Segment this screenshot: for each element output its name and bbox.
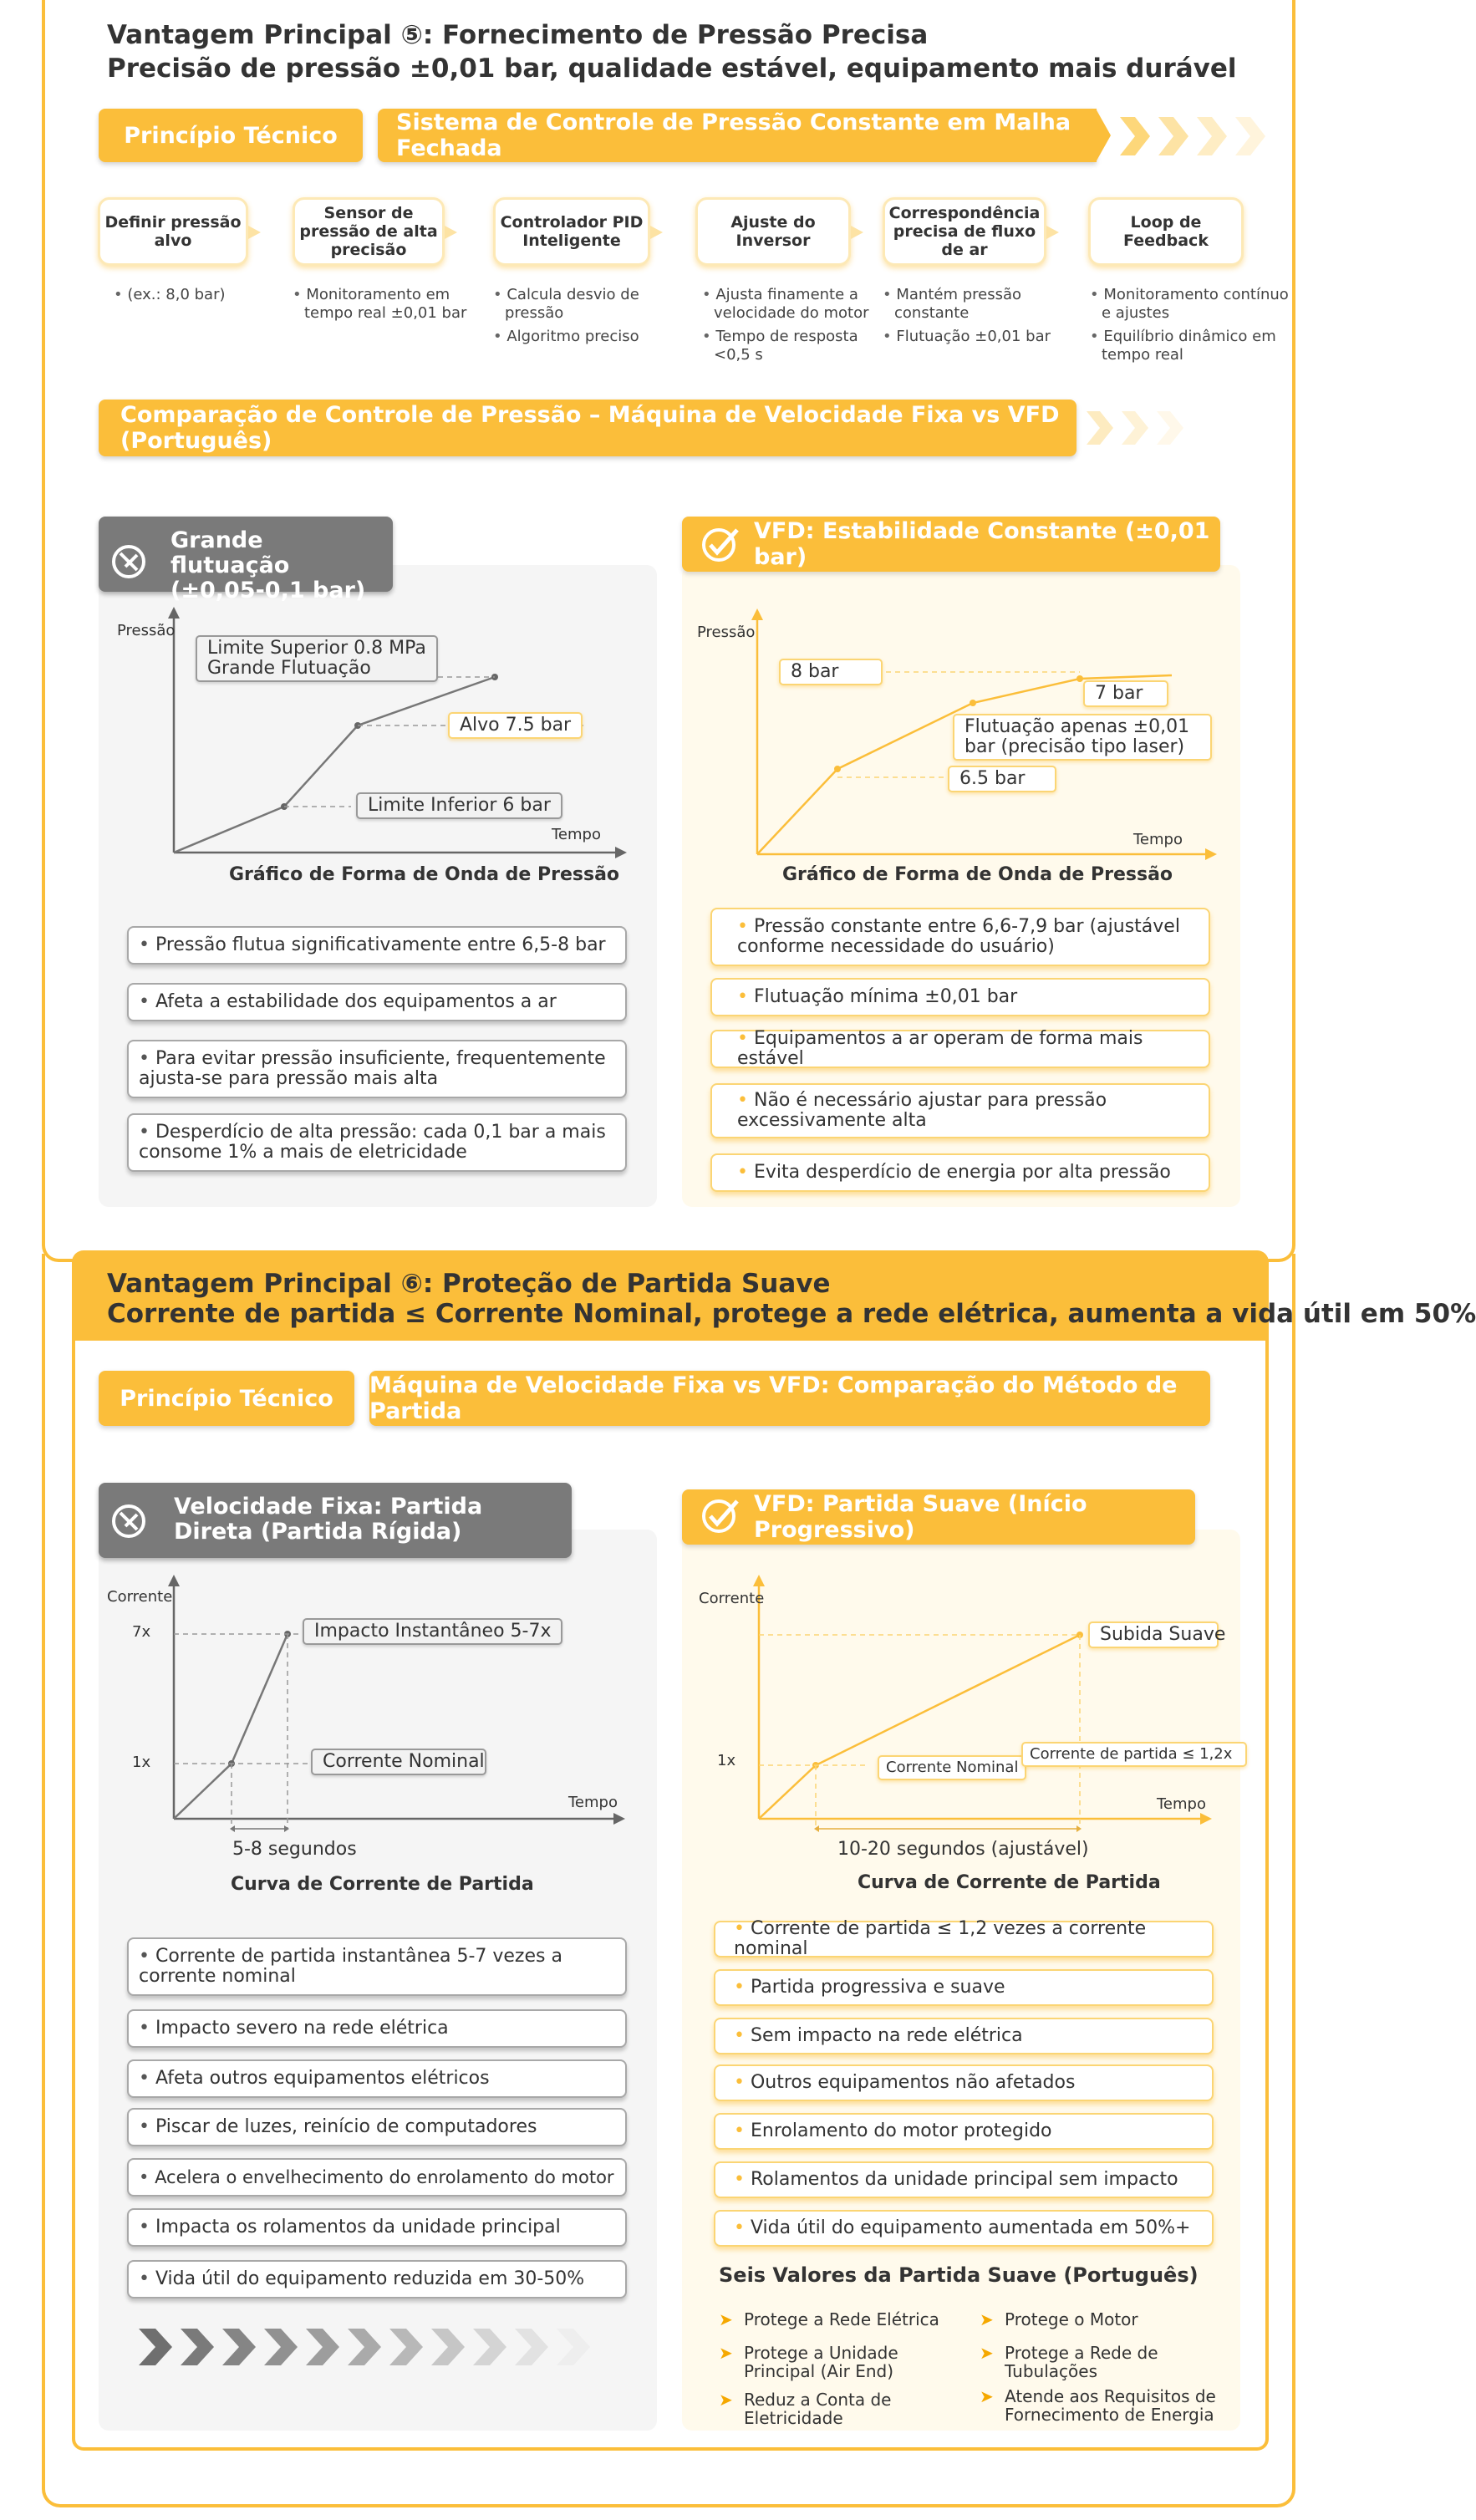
fixed-lower-limit-tag: Limite Inferior 6 bar: [356, 792, 562, 819]
vfd-point-4: • Não é necessário ajustar para pressão excessivamente alta: [710, 1083, 1210, 1138]
pressure-comparison-label: Comparação de Controle de Pressão – Máquina de Velocidade Fixa vs VFD (Português): [99, 400, 1076, 456]
flow-step-3-notes: • Calcula desvio de pressão • Algoritmo preciso: [493, 286, 660, 351]
fixed-pressure-y-axis: Pressão: [117, 622, 176, 639]
arrow-right-icon: ➤: [980, 2343, 994, 2363]
fixed-current-x-axis: Tempo: [568, 1794, 618, 1811]
value-item-1: ➤ Protege a Rede Elétrica: [719, 2309, 939, 2329]
fixed-current-y-axis: Corrente: [107, 1588, 173, 1606]
flow-step-3: Controlador PID Inteligente: [493, 197, 650, 266]
vfd-pressure-caption: Gráfico de Forma de Onda de Pressão: [782, 864, 1173, 885]
flow-step-6: Loop de Feedback: [1088, 197, 1244, 266]
vfd-start-point-1: • Corrente de partida ≤ 1,2 vezes a corrente nominal: [714, 1921, 1214, 1957]
fixed-point-1: • Pressão flutua significativamente entre 6,5-8 bar: [127, 926, 627, 965]
vfd-nominal-tag: Corrente Nominal: [878, 1755, 1026, 1780]
principle-label-2: Princípio Técnico: [99, 1371, 354, 1426]
arrow-right-icon: ➤: [719, 2390, 733, 2410]
fixed-start-point-5: • Acelera o envelhecimento do enrolamento do motor: [127, 2158, 627, 2197]
vfd-tick-1x: 1x: [717, 1752, 736, 1769]
flow-step-4: Ajuste do Inversor: [695, 197, 851, 266]
value-item-5: ➤ Reduz a Conta de Eletricidade: [719, 2390, 892, 2428]
flow-step-2: Sensor de pressão de alta precisão: [293, 197, 445, 266]
fixed-upper-limit-tag: Limite Superior 0.8 MPa Grande Flutuação: [196, 635, 438, 682]
fixed-point-2: • Afeta a estabilidade dos equipamentos a ar: [127, 983, 627, 1021]
fixed-tick-7x: 7x: [132, 1623, 151, 1641]
fixed-point-4: • Desperdício de alta pressão: cada 0,1 bar a mais consome 1% a mais de eletricidade: [127, 1113, 627, 1172]
value-item-6: ➤ Atende aos Requisitos de Fornecimento de Energia: [980, 2386, 1216, 2425]
vfd-8bar-tag: 8 bar: [779, 659, 883, 685]
vfd-start-point-7: • Vida útil do equipamento aumentada em 50%+: [714, 2210, 1214, 2247]
fixed-start-point-6: • Impacta os rolamentos da unidade principal: [127, 2208, 627, 2247]
flow-step-1: Definir pressão alvo: [98, 197, 248, 266]
fixed-current-caption: Curva de Corrente de Partida: [231, 1874, 534, 1895]
vfd-rise-tag: Subida Suave: [1088, 1621, 1219, 1648]
section2-title-line2: Corrente de partida ≤ Corrente Nominal, protege a rede elétrica, aumenta a vida útil em 50%: [107, 1299, 1476, 1329]
vfd-start-current-tag: Corrente de partida ≤ 1,2x: [1021, 1742, 1247, 1767]
fixed-start-point-1: • Corrente de partida instantânea 5-7 vezes a corrente nominal: [127, 1937, 627, 1996]
fixed-duration: 5-8 segundos: [232, 1839, 357, 1860]
vfd-start-point-5: • Enrolamento do motor protegido: [714, 2113, 1214, 2150]
flow-step-1-notes: • (ex.: 8,0 bar): [114, 286, 264, 309]
fixed-impact-tag: Impacto Instantâneo 5-7x: [303, 1618, 562, 1645]
flow-step-4-notes: • Ajusta finamente a velocidade do motor • Tempo de resposta <0,5 s: [702, 286, 873, 369]
chevron-right-icon: [139, 2329, 623, 2365]
fixed-tick-1x: 1x: [132, 1754, 151, 1771]
value-item-4: ➤ Protege a Rede de Tubulações: [980, 2343, 1158, 2381]
fixed-pressure-caption: Gráfico de Forma de Onda de Pressão: [229, 864, 620, 885]
arrow-right-icon: ➤: [980, 2309, 994, 2329]
vfd-start-point-3: • Sem impacto na rede elétrica: [714, 2018, 1214, 2054]
vfd-pressure-header-text: VFD: Estabilidade Constante (±0,01 bar): [754, 518, 1210, 570]
vfd-point-3: • Equipamentos a ar operam de forma mais estável: [710, 1030, 1210, 1068]
vfd-65bar-tag: 6.5 bar: [948, 766, 1056, 792]
fixed-start-point-4: • Piscar de luzes, reinício de computadores: [127, 2108, 627, 2146]
flow-step-6-notes: • Monitoramento contínuo e ajustes • Equilíbrio dinâmico em tempo real: [1090, 286, 1299, 369]
section1-title-line2: Precisão de pressão ±0,01 bar, qualidade estável, equipamento mais durável: [107, 53, 1237, 84]
flow-step-5-notes: • Mantém pressão constante • Flutuação ±0,01 bar: [883, 286, 1058, 351]
section2-title-line1: Vantagem Principal ⑥: Proteção de Partida Suave: [107, 1269, 831, 1299]
vfd-point-1: • Pressão constante entre 6,6-7,9 bar (ajustável conforme necessidade do usuário): [710, 908, 1210, 966]
fixed-pressure-x-axis: Tempo: [552, 826, 601, 843]
arrow-right-icon: ➤: [719, 2343, 733, 2363]
arrow-right-icon: ➤: [719, 2309, 733, 2329]
value-item-3: ➤ Protege a Unidade Principal (Air End): [719, 2343, 898, 2381]
fixed-pressure-header-text: Grande flutuação (±0,05-0,1 bar): [171, 527, 366, 603]
fixed-start-point-3: • Afeta outros equipamentos elétricos: [127, 2059, 627, 2098]
flow-step-2-notes: • Monitoramento em tempo real ±0,01 bar: [293, 286, 468, 328]
six-values-title: Seis Valores da Partida Suave (Português): [719, 2263, 1199, 2287]
vfd-start-point-2: • Partida progressiva e suave: [714, 1969, 1214, 2006]
vfd-start-point-6: • Rolamentos da unidade principal sem impacto: [714, 2161, 1214, 2198]
vfd-duration: 10-20 segundos (ajustável): [837, 1839, 1089, 1860]
vfd-current-y-axis: Corrente: [699, 1590, 765, 1607]
vfd-current-caption: Curva de Corrente de Partida: [858, 1872, 1161, 1893]
value-item-2: ➤ Protege o Motor: [980, 2309, 1138, 2329]
vfd-start-point-4: • Outros equipamentos não afetados: [714, 2064, 1214, 2101]
vfd-pressure-x-axis: Tempo: [1133, 831, 1183, 848]
vfd-point-2: • Flutuação mínima ±0,01 bar: [710, 978, 1210, 1016]
vfd-current-x-axis: Tempo: [1157, 1795, 1206, 1813]
fixed-target-tag: Alvo 7.5 bar: [448, 712, 583, 739]
vfd-7bar-tag: 7 bar: [1083, 680, 1168, 707]
vfd-fluctuation-tag: Flutuação apenas ±0,01 bar (precisão tipo laser): [953, 714, 1212, 761]
flow-step-5: Correspondência precisa de fluxo de ar: [883, 197, 1046, 266]
principle-label: Princípio Técnico: [99, 109, 363, 162]
system-label: Sistema de Controle de Pressão Constante em Malha Fechada: [378, 109, 1097, 162]
vfd-point-5: • Evita desperdício de energia por alta pressão: [710, 1153, 1210, 1192]
fixed-start-point-2: • Impacto severo na rede elétrica: [127, 2009, 627, 2048]
start-comparison-label: Máquina de Velocidade Fixa vs VFD: Comparação do Método de Partida: [369, 1371, 1210, 1426]
vfd-pressure-y-axis: Pressão: [697, 624, 756, 641]
section1-title-line1: Vantagem Principal ⑤: Fornecimento de Pressão Precisa: [107, 20, 929, 50]
arrow-right-icon: ➤: [980, 2386, 994, 2406]
vfd-current-line: [759, 1635, 1080, 1819]
fixed-start-header-text: Velocidade Fixa: Partida Direta (Partida Rígida): [174, 1494, 483, 1545]
vfd-start-header-text: VFD: Partida Suave (Início Progressivo): [754, 1491, 1087, 1543]
fixed-start-point-7: • Vida útil do equipamento reduzida em 30-50%: [127, 2260, 627, 2299]
fixed-point-3: • Para evitar pressão insuficiente, frequentemente ajusta-se para pressão mais alta: [127, 1040, 627, 1098]
fixed-nominal-tag: Corrente Nominal: [311, 1749, 486, 1775]
